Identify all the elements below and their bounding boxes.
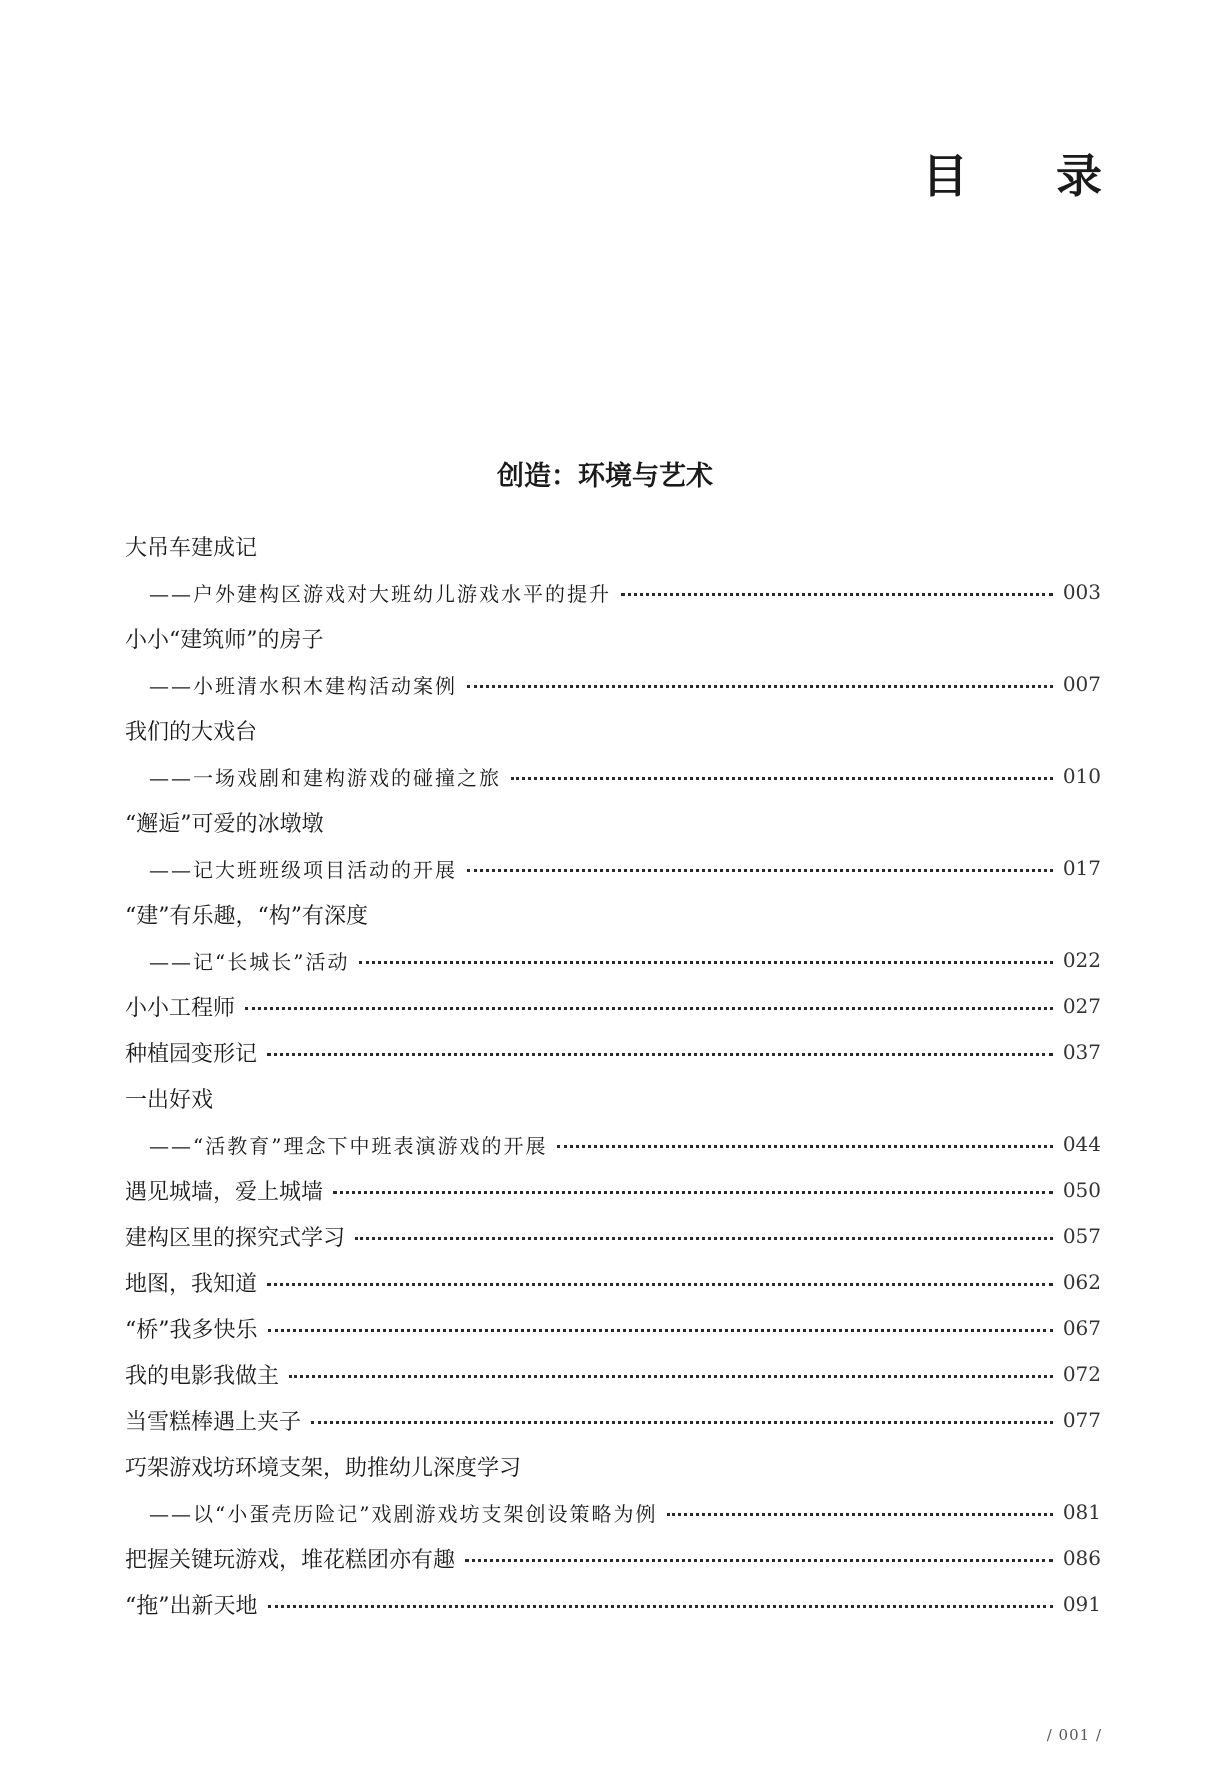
- toc-entry-title-text: “邂逅”可爱的冰墩墩: [125, 811, 324, 837]
- toc-entry-subtitle-line[interactable]: [125, 1494, 1101, 1530]
- section-title: 创造：环境与艺术: [497, 461, 713, 492]
- toc-entry-title-line[interactable]: [125, 1448, 1101, 1484]
- toc-entry-title-text: 一出好戏: [125, 1087, 214, 1113]
- toc-entry-subtitle-text: ——以“小蛋壳历险记”戏剧游戏坊支架创设策略为例: [149, 1501, 658, 1526]
- toc-entry-title-text: “拖”出新天地: [125, 1593, 258, 1619]
- toc-entry-title-text: 把握关键玩游戏，堆花糕团亦有趣: [125, 1547, 456, 1573]
- dot-leader: [511, 777, 1053, 780]
- toc-entry-subtitle-text: ——记“长城长”活动: [149, 949, 350, 974]
- dot-leader: [245, 1007, 1053, 1010]
- dot-leader: [355, 1237, 1053, 1240]
- toc-entry-title-line[interactable]: [125, 896, 1101, 932]
- dot-leader: [465, 1559, 1053, 1562]
- entry-page-number: 003: [1062, 580, 1101, 604]
- toc-entry-title-text: “建”有乐趣，“构”有深度: [125, 903, 368, 929]
- dot-leader: [268, 1605, 1053, 1608]
- dot-leader: [667, 1513, 1052, 1516]
- toc-entry-subtitle-line[interactable]: [125, 666, 1101, 702]
- entry-page-number: 062: [1062, 1270, 1101, 1294]
- dot-leader: [557, 1145, 1052, 1148]
- toc-entry-title-line[interactable]: [125, 1080, 1101, 1116]
- toc-entry-title-line[interactable]: [125, 1218, 1101, 1254]
- dot-leader: [333, 1191, 1053, 1194]
- entry-page-number: 027: [1062, 994, 1101, 1018]
- dot-leader: [311, 1421, 1053, 1424]
- entry-page-number: 072: [1062, 1362, 1101, 1386]
- toc-entry-title-line[interactable]: [125, 1540, 1101, 1576]
- entry-page-number: 067: [1062, 1316, 1101, 1340]
- toc-entry-title-line[interactable]: [125, 1034, 1101, 1070]
- toc-entry-subtitle-line[interactable]: [125, 1126, 1101, 1162]
- toc-entry-title-text: 地图，我知道: [125, 1271, 258, 1297]
- toc-entry-subtitle-text: ——一场戏剧和建构游戏的碰撞之旅: [149, 765, 501, 790]
- entry-page-number: 007: [1062, 672, 1101, 696]
- toc-entry-subtitle-text: ——小班清水积木建构活动案例: [149, 673, 457, 698]
- toc-entry-title-text: 小小工程师: [125, 995, 236, 1021]
- entry-page-number: 077: [1062, 1408, 1101, 1432]
- entry-page-number: 091: [1062, 1592, 1101, 1616]
- toc-entry-title-line[interactable]: [125, 712, 1101, 748]
- dot-leader: [621, 593, 1053, 596]
- dot-leader: [268, 1329, 1053, 1332]
- toc-entry-subtitle-text: ——“活教育”理念下中班表演游戏的开展: [149, 1133, 548, 1158]
- entry-page-number: 044: [1062, 1132, 1101, 1156]
- entry-page-number: 086: [1062, 1546, 1101, 1570]
- toc-entry-title-line[interactable]: [125, 988, 1101, 1024]
- toc-entry-subtitle-line[interactable]: [125, 850, 1101, 886]
- entry-page-number: 057: [1062, 1224, 1101, 1248]
- toc-entry-title-line[interactable]: [125, 528, 1101, 564]
- entry-page-number: 081: [1062, 1500, 1101, 1524]
- entry-page-number: 017: [1062, 856, 1101, 880]
- dot-leader: [467, 869, 1053, 872]
- entry-page-number: 010: [1062, 764, 1101, 788]
- dot-leader: [359, 961, 1052, 964]
- dot-leader: [289, 1375, 1053, 1378]
- toc-entry-title-line[interactable]: [125, 1586, 1101, 1622]
- page-title: 目 录: [921, 149, 1138, 203]
- dot-leader: [267, 1283, 1053, 1286]
- toc-entry-title-text: 巧架游戏坊环境支架，助推幼儿深度学习: [125, 1455, 522, 1481]
- toc-entry-title-text: “桥”我多快乐: [125, 1317, 258, 1343]
- toc-entry-title-text: 种植园变形记: [125, 1041, 258, 1067]
- toc-entry-title-text: 我们的大戏台: [125, 719, 258, 745]
- toc-entry-title-line[interactable]: [125, 1402, 1101, 1438]
- toc-entry-subtitle-text: ——户外建构区游戏对大班幼儿游戏水平的提升: [149, 581, 611, 606]
- dot-leader: [267, 1053, 1053, 1056]
- toc-entry-title-line[interactable]: [125, 620, 1101, 656]
- toc-entry-title-line[interactable]: [125, 1310, 1101, 1346]
- toc-entry-title-text: 大吊车建成记: [125, 535, 258, 561]
- toc-entry-title-text: 小小“建筑师”的房子: [125, 627, 324, 653]
- toc-entry-subtitle-line[interactable]: [125, 758, 1101, 794]
- toc-entry-subtitle-line[interactable]: [125, 942, 1101, 978]
- toc-entry-title-line[interactable]: [125, 804, 1101, 840]
- entry-page-number: 022: [1062, 948, 1101, 972]
- toc-entry-title-line[interactable]: [125, 1356, 1101, 1392]
- toc-entry-title-text: 我的电影我做主: [125, 1363, 280, 1389]
- toc-entry-title-text: 遇见城墙，爱上城墙: [125, 1179, 324, 1205]
- toc-entry-subtitle-text: ——记大班班级项目活动的开展: [149, 857, 457, 882]
- entry-page-number: 050: [1062, 1178, 1101, 1202]
- toc-entry-title-text: 当雪糕棒遇上夹子: [125, 1409, 302, 1435]
- toc-entry-subtitle-line[interactable]: [125, 574, 1101, 610]
- toc-entry-title-text: 建构区里的探究式学习: [125, 1225, 346, 1251]
- entry-page-number: 037: [1062, 1040, 1101, 1064]
- toc-entry-title-line[interactable]: [125, 1172, 1101, 1208]
- page-number: / 001 /: [1046, 1726, 1102, 1744]
- dot-leader: [467, 685, 1053, 688]
- toc-entry-title-line[interactable]: [125, 1264, 1101, 1300]
